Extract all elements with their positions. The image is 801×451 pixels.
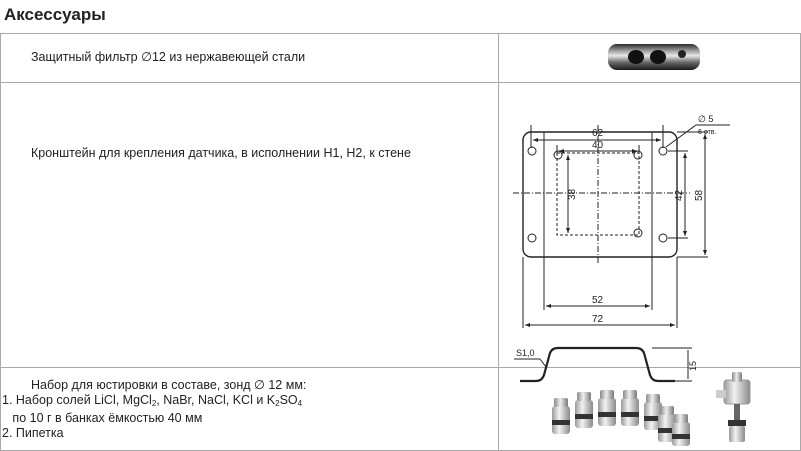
calibration-kit-heading: Набор для юстировки в составе, зонд ∅ 12 мм:	[31, 378, 307, 392]
bracket-description: Кронштейн для крепления датчика, в исполнении Н1, Н2, к стене	[31, 146, 411, 160]
dim-62-label: 62	[592, 128, 604, 139]
filter-image	[600, 38, 710, 76]
salt-jar-line: по 10 г в банках ёмкостью 40 мм	[2, 411, 203, 425]
table-border-left	[0, 33, 1, 451]
accessories-table	[0, 33, 801, 451]
filter-description: Защитный фильтр ∅12 из нержавеющей стали	[31, 50, 306, 64]
thickness-label: S1,0	[516, 348, 535, 358]
table-row	[31, 50, 305, 64]
row-divider	[0, 82, 801, 83]
dim-52-label: 52	[592, 295, 604, 306]
column-divider	[498, 33, 499, 451]
dim-72-label: 72	[592, 314, 604, 325]
page-title: Аксессуары	[4, 5, 106, 24]
hole-diameter-label: ∅ 5	[698, 114, 714, 124]
table-border-top	[0, 33, 801, 34]
dim-40-label: 40	[592, 140, 604, 151]
height-label: 15	[688, 360, 698, 371]
dim-38-label: 38	[567, 188, 578, 200]
dim-42-label: 42	[674, 189, 685, 201]
hole-count-label: 6 отв.	[698, 129, 717, 136]
table-row	[31, 146, 411, 160]
salt-set-line: 1. Набор солей LiCl, MgCl$_2$, NaBr, NaCl, KCl и $K_2SO_4$	[2, 393, 303, 408]
calibration-kit-image	[540, 370, 798, 448]
row-divider	[0, 367, 801, 368]
dim-58-label: 58	[694, 189, 705, 201]
bracket-drawing	[500, 85, 800, 371]
table-row	[2, 378, 307, 441]
pipette-line: 2. Пипетка	[2, 426, 64, 440]
